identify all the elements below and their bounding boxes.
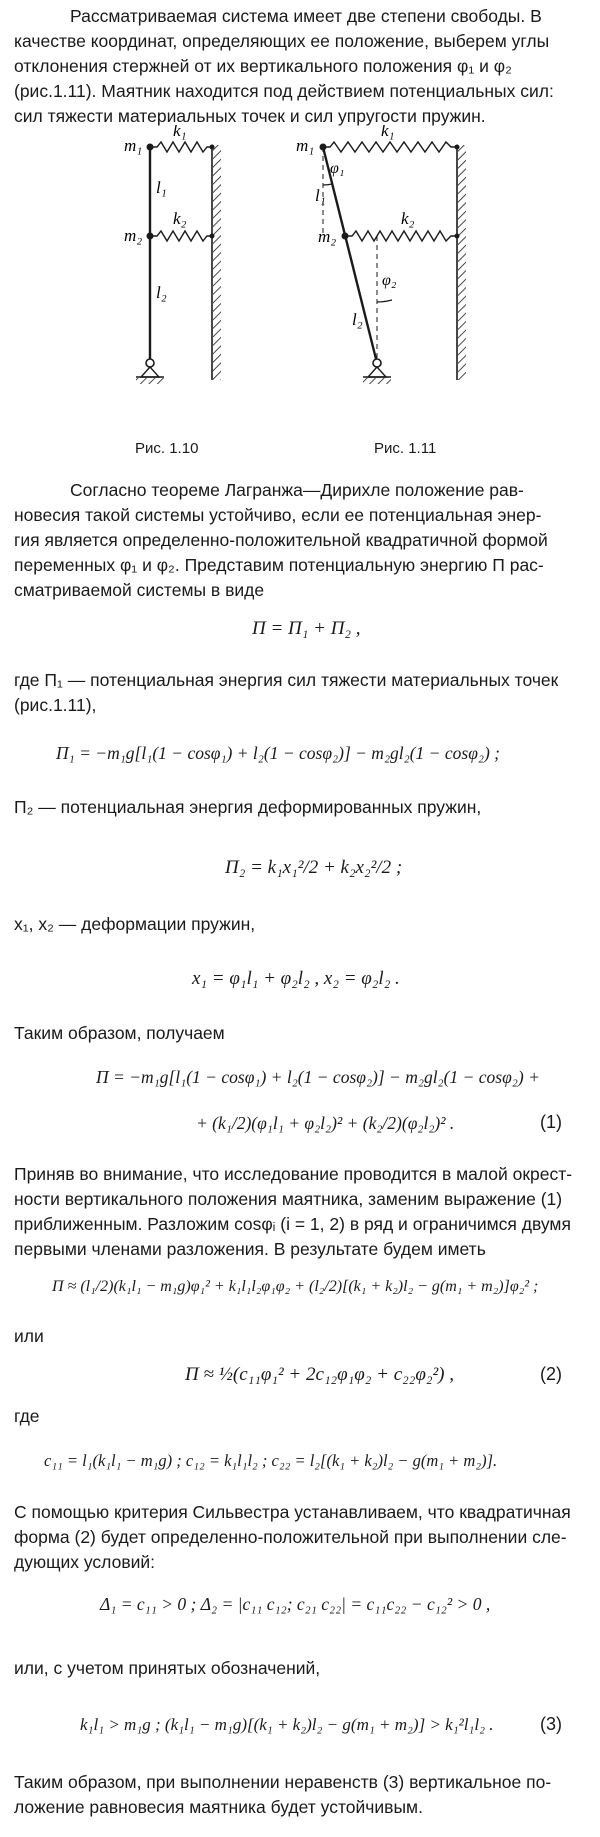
text-line: ности вертикального положения маятника, заменим выражение (1)	[14, 1189, 563, 1209]
equation-pi2: Π₂ = k₁x₁²/2 + k₂x₂²/2 ;	[225, 857, 403, 878]
text-line: (рис.1.11). Маятник находится под действием потенциальных сил:	[14, 81, 554, 101]
equation-deformations: x₁ = φ₁l₁ + φ₂l₂ , x₂ = φ₂l₂ .	[192, 968, 400, 989]
equation-number-2: (2)	[540, 1364, 562, 1384]
figure-1-10	[124, 125, 221, 384]
approximation-paragraph	[14, 1162, 594, 1262]
label-k2: k₂	[173, 209, 187, 228]
text-line: гия является определенно-положительной квадратичной формой	[14, 530, 548, 550]
text-line: С помощью критерия Сильвестра устанавливаем, что квадратичная	[14, 1502, 571, 1522]
thus-paragraph	[14, 1021, 594, 1046]
equation-number-1: (1)	[540, 1112, 562, 1132]
text-line: Приняв во внимание, что исследование проводится в малой окрест-	[14, 1164, 573, 1184]
label-l2: l₂	[156, 283, 167, 302]
ground-hatching	[136, 378, 164, 384]
deformations-paragraph	[14, 912, 594, 937]
text-line: отклонения стержней от их вертикального положения φ₁ и φ₂	[14, 56, 512, 76]
text-line: Согласно теореме Лагранжа—Дирихле положение рав-	[70, 480, 524, 500]
text-line: или, с учетом принятых обозначений,	[14, 1658, 321, 1678]
sylvester-paragraph	[14, 1500, 594, 1575]
text-line: Π₂ — потенциальная энергия деформированных пружин,	[14, 797, 482, 817]
label-k1: k₁	[381, 125, 395, 140]
spring-k1	[150, 142, 212, 152]
notation-paragraph	[14, 1656, 594, 1681]
text-line: сил тяжести материальных точек и сил упругости пружин.	[14, 106, 486, 126]
gravity-energy-paragraph	[14, 668, 594, 718]
mass-m1	[147, 144, 154, 151]
equation-coefficients: c₁₁ = l₁(k₁l₁ − m₁g) ; c₁₂ = k₁l₁l₂ ; c₂₂ = l₂[(k₁ + k₂)l₂ − g(m₁ + m₂)].	[44, 1451, 498, 1470]
equation-sylvester-conditions: Δ₁ = c₁₁ > 0 ; Δ₂ = |c₁₁ c₁₂; c₂₁ c₂₂| = c₁₁c₂₂ − c₁₂² > 0 ,	[100, 1594, 491, 1614]
mass-m2	[342, 233, 349, 240]
equation-1-line-1: Π = −m₁g[l₁(1 − cosφ₁) + l₂(1 − cosφ₂)] − m₂gl₂(1 − cosφ₂) +	[96, 1067, 540, 1087]
or-word	[14, 1324, 594, 1349]
wall-attach-point	[455, 234, 460, 239]
label-m2: m₂	[318, 227, 337, 246]
wall-hatching	[213, 145, 221, 380]
text-line: x₁, x₂ — деформации пружин,	[14, 914, 256, 934]
pendulum-figures	[0, 125, 600, 415]
pivot-support	[141, 367, 159, 377]
text-line: первыми членами разложения. В результате будем иметь	[14, 1239, 486, 1259]
wall-attach-point	[455, 145, 460, 150]
text-line: (рис.1.11),	[14, 695, 97, 715]
text-line: где	[14, 1406, 40, 1426]
label-phi2: φ₂	[382, 272, 397, 289]
text-line: Таким образом, при выполнении неравенств (3) вертикальное по-	[14, 1772, 552, 1792]
wall-hatching	[458, 145, 466, 380]
where-word	[14, 1404, 594, 1429]
figure-1-11-caption: Рис. 1.11	[374, 440, 437, 457]
text-line: Таким образом, получаем	[14, 1023, 225, 1043]
spring-k1	[323, 142, 457, 152]
spring-energy-paragraph	[14, 795, 594, 820]
text-line: дующих условий:	[14, 1552, 156, 1572]
label-k2: k₂	[401, 209, 415, 228]
equation-2: Π ≈ ½(c₁₁φ₁² + 2c₁₂φ₁φ₂ + c₂₂φ₂²) ,	[185, 1364, 454, 1385]
text-line: приближенным. Разложим cosφᵢ (i = 1, 2) в ряд и ограничимся двумя	[14, 1214, 571, 1234]
equation-3: k₁l₁ > m₁g ; (k₁l₁ − m₁g)[(k₁ + k₂)l₂ − g(m₁ + m₂)] > k₁²l₁l₂ .	[80, 1715, 494, 1734]
ground-hatching	[363, 378, 391, 384]
text-line: или	[14, 1326, 44, 1346]
text-line: качестве координат, определяющих ее положение, выберем углы	[14, 31, 550, 51]
conclusion-paragraph	[14, 1770, 594, 1820]
mass-m2	[147, 233, 154, 240]
text-line: форма (2) будет определенно-положительной при выполнении сле-	[14, 1527, 567, 1547]
label-m2: m₂	[124, 226, 143, 245]
intro-paragraph	[14, 4, 594, 129]
label-m1: m₁	[124, 136, 143, 155]
label-phi1: φ₁	[330, 160, 345, 177]
equation-pi1: Π₁ = −m₁g[l₁(1 − cosφ₁) + l₂(1 − cosφ₂)] − m₂gl₂(1 − cosφ₂) ;	[56, 743, 500, 763]
angle-arc-phi1	[323, 184, 332, 185]
mass-m1	[320, 144, 327, 151]
spring-k2	[345, 231, 457, 241]
label-k1: k₁	[173, 125, 187, 140]
figure-1-10-caption: Рис. 1.10	[135, 440, 199, 457]
text-line: ложение равновесия маятника будет устойчивым.	[14, 1797, 423, 1817]
label-l2: l₂	[352, 310, 363, 329]
figure-1-11	[296, 125, 466, 384]
label-m1: m₁	[296, 136, 315, 155]
text-line: новесия такой системы устойчиво, если ее потенциальная энер-	[14, 505, 542, 525]
text-line: переменных φ₁ и φ₂. Представим потенциальную энергию Π рас-	[14, 555, 544, 575]
spring-k2	[150, 231, 212, 241]
equation-approximate: Π ≈ (l₁/2)(k₁l₁ − m₁g)φ₁² + k₁l₁l₂φ₁φ₂ + (l₂/2)[(k₁ + k₂)l₂ − g(m₁ + m₂)]φ₂² ;	[52, 1278, 539, 1295]
wall-attach-point	[210, 234, 215, 239]
equation-number-3: (3)	[540, 1714, 562, 1734]
pivot-support	[368, 367, 386, 377]
text-line: сматриваемой системы в виде	[14, 580, 265, 600]
pivot-hinge	[146, 359, 154, 367]
rod	[323, 147, 377, 363]
equation-total-energy: Π = Π₁ + Π₂ ,	[252, 618, 361, 639]
pivot-hinge	[373, 359, 381, 367]
text-line: Рассматриваемая система имеет две степени свободы. В	[70, 6, 542, 26]
text-line: где Π₁ — потенциальная энергия сил тяжести материальных точек	[14, 670, 559, 690]
lagrange-dirichlet-paragraph	[14, 478, 594, 603]
equation-1-line-2: + (k₁/2)(φ₁l₁ + φ₂l₂)² + (k₂/2)(φ₂l₂)² .	[196, 1113, 455, 1133]
label-l1: l₁	[156, 178, 167, 197]
label-l1: l₁	[315, 186, 326, 205]
wall-attach-point	[210, 145, 215, 150]
angle-arc-phi2	[377, 300, 392, 302]
